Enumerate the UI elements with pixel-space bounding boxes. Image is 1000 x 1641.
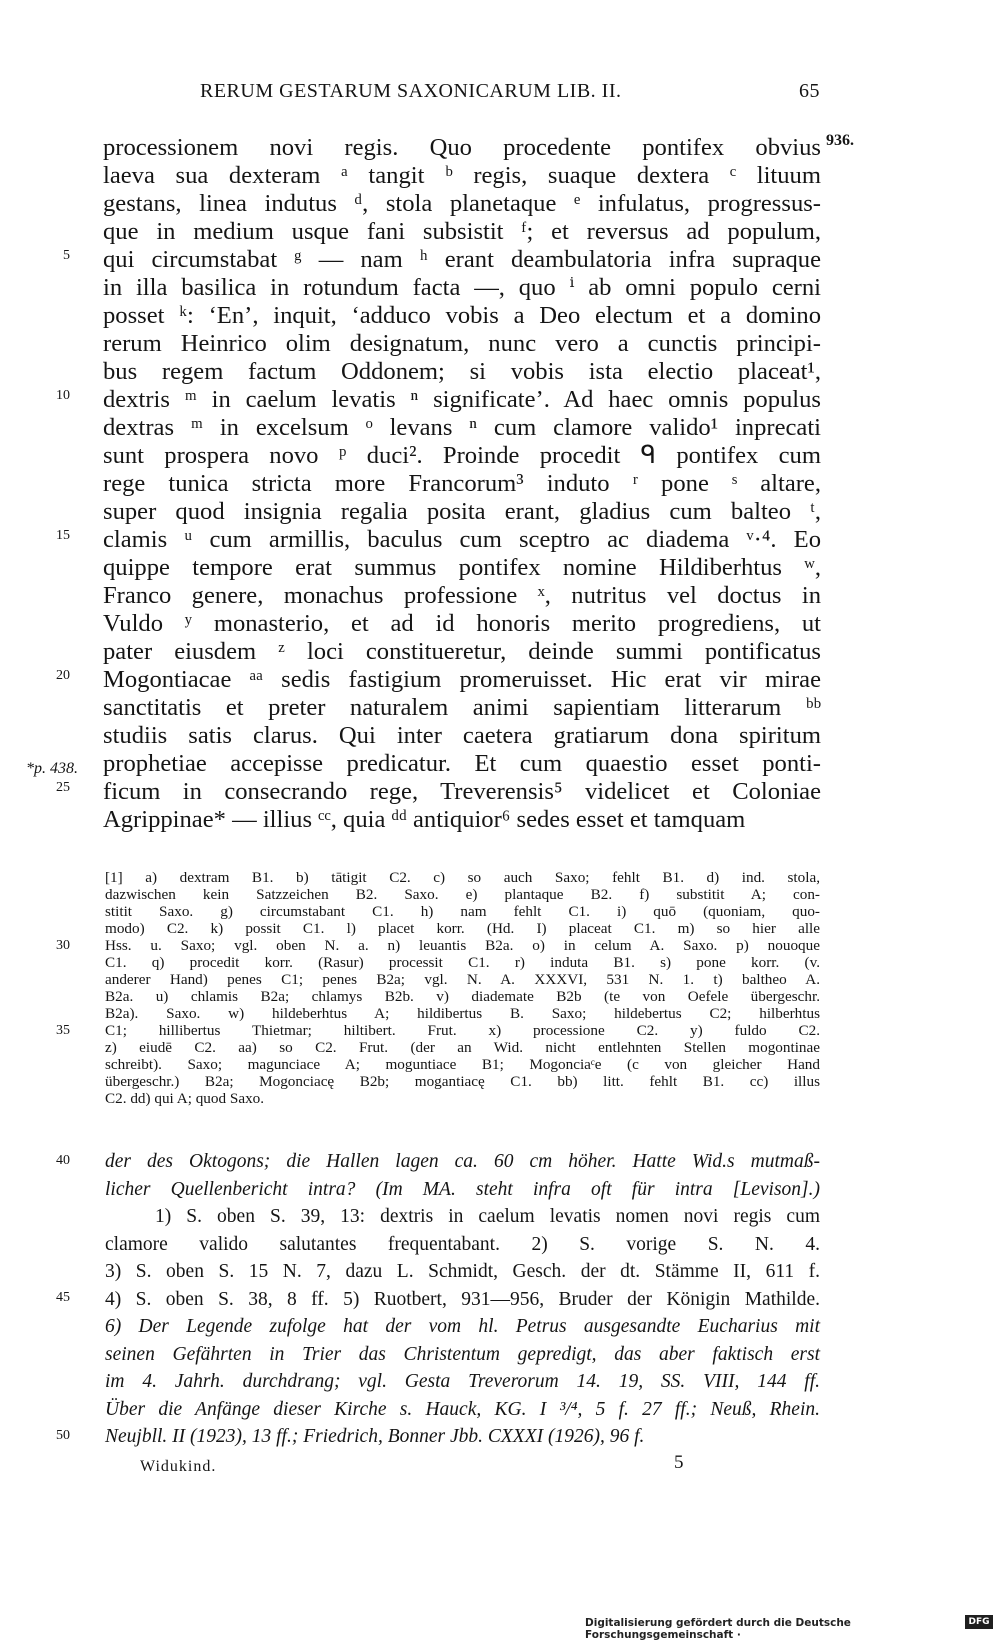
footnotes bbox=[105, 1148, 820, 1451]
main-line: posset ᵏ: ‘En’, inquit, ‘adduco vobis a Deo electum et a domino bbox=[103, 302, 821, 329]
main-line: in illa basilica in rotundum facta —, quo ⁱ ab omni populo cerni bbox=[103, 274, 821, 301]
dfg-logo-icon: DFG bbox=[965, 1615, 993, 1629]
line-number: 15 bbox=[56, 528, 70, 543]
main-line: Vuldo ʸ monasterio, et ad id honoris merito progrediens, ut bbox=[103, 610, 821, 637]
main-line: super quod insignia regalia posita erant, gladius cum balteo ᵗ, bbox=[103, 498, 821, 525]
apparatus-line: C2. dd) qui A; quod Saxo. bbox=[105, 1090, 265, 1107]
line-number: 40 bbox=[56, 1153, 70, 1168]
critical-apparatus bbox=[105, 869, 820, 1107]
apparatus-line: schreibt). Saxo; magunciace A; moguntiace B1; Mogonciaᶜe (c von gleicher Hand bbox=[105, 1056, 820, 1073]
apparatus-line: B2a). Saxo. w) hildeberhtus A; hildibertus B. Saxo; hildebertus C2; hilberhtus bbox=[105, 1005, 820, 1022]
apparatus-line: [1] a) dextram B1. b) tātigit C2. c) so auch Saxo; fehlt B1. d) ind. stola, bbox=[105, 869, 820, 886]
margin-year: 936. bbox=[826, 132, 854, 149]
apparatus-line: C1; hillibertus Thietmar; hiltibert. Frut. x) processione C2. y) fuldo C2. bbox=[105, 1022, 820, 1039]
digitization-credit: Digitalisierung gefördert durch die Deutsche Forschungsgemeinschaft · bbox=[585, 1617, 851, 1641]
note-line: der des Oktogons; die Hallen lagen ca. 60 cm höher. Hatte Wid.s mutmaß- bbox=[105, 1151, 820, 1172]
main-line: sanctitatis et preter naturalem animi sapientiam litterarum ᵇᵇ bbox=[103, 694, 821, 721]
apparatus-line: anderer Hand) penes C1; penes B2a; vgl. N. A. XXXVI, 531 N. 1. t) baltheo A. bbox=[105, 971, 820, 988]
line-number: 35 bbox=[56, 1023, 70, 1038]
main-line: Franco genere, monachus professione ˣ, nutritus vel doctus in bbox=[103, 582, 821, 609]
apparatus-line: B2a. u) chlamis B2a; chlamys B2b. v) diademate B2b (te von Oefele übergeschr. bbox=[105, 988, 820, 1005]
main-line: pater eiusdem ᶻ loci constitueretur, deinde summi pontificatus bbox=[103, 638, 821, 665]
line-number: 25 bbox=[56, 780, 70, 795]
main-line: laeva sua dexteram ᵃ tangit ᵇ regis, suaque dextera ᶜ lituum bbox=[103, 162, 821, 189]
main-line: studiis satis clarus. Qui inter caetera gratiarum dona spiritum bbox=[103, 722, 821, 749]
note-line: Neujbll. II (1923), 13 ff.; Friedrich, Bonner Jbb. CXXXI (1926), 96 f. bbox=[105, 1426, 645, 1447]
main-line: gestans, linea indutus ᵈ, stola planetaque ᵉ infulatus, progressus- bbox=[103, 190, 821, 217]
apparatus-line: übergeschr.) B2a; Mogonciacę B2b; mogantiacę C1. bb) litt. fehlt B1. cc) illus bbox=[105, 1073, 820, 1090]
printer-signature: Widukind. bbox=[140, 1458, 217, 1475]
note-line: clamore valido salutantes frequentabant. 2) S. vorige S. N. 4. bbox=[105, 1233, 820, 1255]
note-line: 1) S. oben S. 39, 13: dextris in caelum levatis nomen novi regis cum bbox=[155, 1206, 820, 1227]
main-line: dextras ᵐ in excelsum ᵒ levans ⁿ cum clamore valido¹ inprecati bbox=[103, 414, 821, 441]
apparatus-line: Hss. u. Saxo; vgl. oben N. a. n) leuantis B2a. o) in celum A. Saxo. p) nouoque bbox=[105, 937, 820, 954]
line-number: 20 bbox=[56, 668, 70, 683]
main-line: dextris ᵐ in caelum levatis ⁿ significate’. Ad haec omnis populus bbox=[103, 386, 821, 413]
apparatus-line: stitit Saxo. g) circumstabant C1. h) nam fehlt C1. i) quō (quoniam, quo- bbox=[105, 903, 820, 920]
note-line: licher Quellenbericht intra? (Im MA. steht infra oft für intra [Levison].) bbox=[105, 1178, 820, 1200]
main-line: rege tunica stricta more Francorum³ induto ʳ pone ˢ altare, bbox=[103, 470, 821, 497]
main-line: Agrippinae* — illius ᶜᶜ, quia ᵈᵈ antiquior⁶ sedes esset et tamquam bbox=[103, 806, 746, 833]
running-header bbox=[200, 80, 820, 110]
main-line: ficum in consecrando rege, Treverensis⁵ videlicet et Coloniae bbox=[103, 778, 821, 805]
note-line: 4) S. oben S. 38, 8 ff. 5) Ruotbert, 931—956, Bruder der Königin Mathilde. bbox=[105, 1288, 820, 1310]
main-line: rerum Heinrico olim designatum, nunc vero a cunctis principi- bbox=[103, 330, 821, 357]
running-title: RERUM GESTARUM SAXONICARUM LIB. II. bbox=[200, 80, 622, 102]
note-line: im 4. Jahrh. durchdrang; vgl. Gesta Treverorum 14. 19, SS. VIII, 144 ff. bbox=[105, 1371, 820, 1392]
signature-number: 5 bbox=[674, 1452, 684, 1473]
main-line: Mogontiacae ᵃᵃ sedis fastigium promeruisset. Hic erat vir mirae bbox=[103, 666, 821, 693]
note-line: 3) S. oben S. 15 N. 7, dazu L. Schmidt, Gesch. der dt. Stämme II, 611 f. bbox=[105, 1261, 820, 1282]
line-number: 50 bbox=[56, 1428, 70, 1443]
apparatus-line: dazwischen kein Satzzeichen B2. Saxo. e) plantaque B2. f) substitit A; con- bbox=[105, 886, 820, 903]
main-line: quippe tempore erat summus pontifex nomine Hildiberhtus ʷ, bbox=[103, 554, 821, 581]
main-line: qui circumstabat ᵍ — nam ʰ erant deambulatoria infra supraque bbox=[103, 246, 821, 273]
margin-page-ref: *p. 438. bbox=[26, 760, 78, 777]
page-number: 65 bbox=[799, 80, 820, 102]
main-line: processionem novi regis. Quo procedente pontifex obvius bbox=[103, 134, 821, 161]
apparatus-line: modo) C2. k) possit C1. l) placet korr. (Hd. I) placeat C1. m) so hier alle bbox=[105, 920, 820, 937]
main-line: que in medium usque fani subsistit ᶠ; et reversus ad populum, bbox=[103, 218, 821, 245]
apparatus-line: C1. q) procedit korr. (Rasur) processit C1. r) induta B1. s) pone korr. (v. bbox=[105, 954, 820, 971]
main-line: prophetiae accepisse predicatur. Et cum quaestio esset ponti- bbox=[103, 750, 821, 777]
line-number: 45 bbox=[56, 1290, 70, 1305]
note-line: Über die Anfänge dieser Kirche s. Hauck, KG. I ³/⁴, 5 f. 27 ff.; Neuß, Rhein. bbox=[105, 1398, 820, 1420]
line-number: 30 bbox=[56, 938, 70, 953]
note-line: seinen Gefährten in Trier das Christentum gepredigt, das aber faktisch erst bbox=[105, 1343, 820, 1365]
main-line: bus regem factum Oddonem; si vobis ista electio placeat¹, bbox=[103, 358, 821, 385]
note-line: 6) Der Legende zufolge hat der vom hl. Petrus ausgesandte Eucharius mit bbox=[105, 1316, 820, 1337]
line-number: 10 bbox=[56, 388, 70, 403]
main-line: sunt prospera novo ᵖ duci². Proinde procedit ᑫ pontifex cum bbox=[103, 442, 821, 469]
main-line: clamis ᵘ cum armillis, baculus cum sceptro ac diadema ᵛ·⁴. Eo bbox=[103, 526, 821, 553]
apparatus-line: z) eiudē C2. aa) so C2. Frut. (der an Wid. nicht entlehnten Stellen mogontinae bbox=[105, 1039, 820, 1056]
line-number: 5 bbox=[63, 248, 70, 263]
